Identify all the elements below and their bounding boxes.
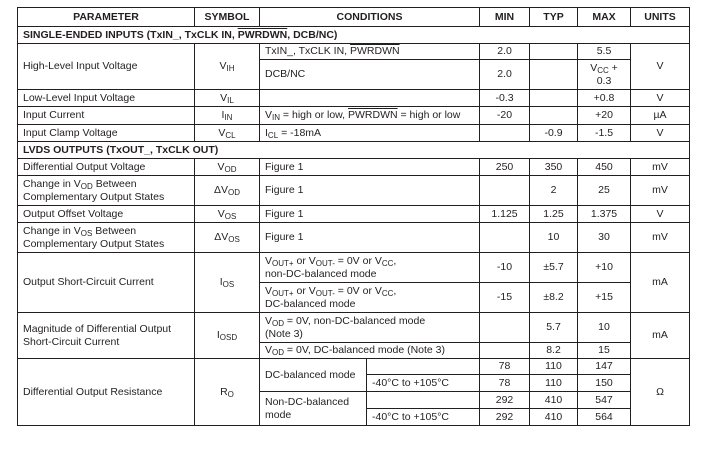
condition-cell: Figure 1	[260, 206, 480, 223]
section-row	[18, 27, 690, 44]
temp-cell	[367, 359, 480, 375]
condition-cell: $V_{IN}$ = high or low, PWRDWN = high or low	[260, 107, 480, 125]
section-title: LVDS OUTPUTS (TxOUT_, TxCLK OUT)	[18, 142, 690, 159]
header-parameter: PARAMETER	[18, 8, 195, 27]
param-cell: Input Clamp Voltage	[18, 125, 195, 142]
table-row	[18, 125, 690, 142]
condition-cell: TxIN_, TxCLK IN, PWRDWN	[260, 44, 480, 60]
min-cell	[480, 313, 530, 343]
symbol-cell: $I_{IN}$	[195, 107, 260, 125]
max-cell: +10	[578, 253, 631, 283]
units-cell: µA	[631, 107, 690, 125]
symbol-cell: $V_{OD}$	[195, 159, 260, 176]
max-cell: 564	[578, 409, 631, 426]
table-row	[18, 107, 690, 125]
param-cell: Change in $V_{OD}$ Between Complementary Output States	[18, 176, 195, 206]
min-cell	[480, 223, 530, 253]
units-cell: V	[631, 44, 690, 90]
table-row	[18, 176, 690, 206]
table-row	[18, 159, 690, 176]
header-units: UNITS	[631, 8, 690, 27]
table-row	[18, 359, 690, 375]
condition-cell: $V_{OUT+}$ or $V_{OUT-} = 0V$ or $V_{CC}$, non-DC-balanced mode	[260, 253, 480, 283]
typ-cell: 5.7	[530, 313, 578, 343]
condition-cell: $I_{CL} = -18mA$	[260, 125, 480, 142]
header-min: MIN	[480, 8, 530, 27]
condition-cell: $V_{OD} = 0V$, non-DC-balanced mode (Note 3)	[260, 313, 480, 343]
param-cell: Input Current	[18, 107, 195, 125]
min-cell	[480, 125, 530, 142]
typ-cell	[530, 107, 578, 125]
typ-cell	[530, 60, 578, 90]
condition-cell	[260, 90, 480, 107]
symbol-cell: $V_{IL}$	[195, 90, 260, 107]
units-cell: mV	[631, 159, 690, 176]
min-cell: -20	[480, 107, 530, 125]
typ-cell: ±5.7	[530, 253, 578, 283]
symbol-cell: $\Delta V_{OD}$	[195, 176, 260, 206]
typ-cell: 8.2	[530, 343, 578, 359]
header-conditions: CONDITIONS	[260, 8, 480, 27]
typ-cell: 10	[530, 223, 578, 253]
header-typ: TYP	[530, 8, 578, 27]
typ-cell: -0.9	[530, 125, 578, 142]
condition-cell: $V_{OUT+}$ or $V_{OUT-} = 0V$ or $V_{CC}$, DC-balanced mode	[260, 283, 480, 313]
header-symbol: SYMBOL	[195, 8, 260, 27]
typ-cell: 1.25	[530, 206, 578, 223]
max-cell: +15	[578, 283, 631, 313]
symbol-cell: $R_O$	[195, 359, 260, 426]
symbol-cell: $V_{IH}$	[195, 44, 260, 90]
min-cell: -10	[480, 253, 530, 283]
table-row	[18, 206, 690, 223]
typ-cell	[530, 90, 578, 107]
units-cell: V	[631, 125, 690, 142]
min-cell	[480, 176, 530, 206]
electrical-characteristics-table	[17, 7, 690, 426]
param-cell: Differential Output Resistance	[18, 359, 195, 426]
max-cell: 5.5	[578, 44, 631, 60]
table-row	[18, 44, 690, 60]
max-cell: +20	[578, 107, 631, 125]
param-cell: Output Offset Voltage	[18, 206, 195, 223]
units-cell: mA	[631, 313, 690, 359]
table-row	[18, 313, 690, 343]
typ-cell: 110	[530, 375, 578, 392]
symbol-cell: $V_{OS}$	[195, 206, 260, 223]
condition-cell: Figure 1	[260, 159, 480, 176]
min-cell: 250	[480, 159, 530, 176]
condition-cell: DCB/NC	[260, 60, 480, 90]
max-cell: 547	[578, 392, 631, 409]
max-cell: -1.5	[578, 125, 631, 142]
param-cell: Low-Level Input Voltage	[18, 90, 195, 107]
min-cell: 292	[480, 392, 530, 409]
min-cell: 2.0	[480, 44, 530, 60]
typ-cell: ±8.2	[530, 283, 578, 313]
condition-cell: Figure 1	[260, 223, 480, 253]
param-cell: Output Short-Circuit Current	[18, 253, 195, 313]
max-cell: 1.375	[578, 206, 631, 223]
units-cell: Ω	[631, 359, 690, 426]
param-cell: Differential Output Voltage	[18, 159, 195, 176]
units-cell: mV	[631, 223, 690, 253]
mode-cell: Non-DC-balanced mode	[260, 392, 367, 426]
header-max: MAX	[578, 8, 631, 27]
min-cell: 2.0	[480, 60, 530, 90]
table-row	[18, 223, 690, 253]
typ-cell: 410	[530, 392, 578, 409]
mode-cell: DC-balanced mode	[260, 359, 367, 392]
min-cell: 292	[480, 409, 530, 426]
typ-cell	[530, 44, 578, 60]
param-cell: Magnitude of Differential Output Short-Circuit Current	[18, 313, 195, 359]
symbol-cell: $I_{OS}$	[195, 253, 260, 313]
param-cell: Change in $V_{OS}$ Between Complementary Output States	[18, 223, 195, 253]
min-cell	[480, 343, 530, 359]
header-row	[18, 8, 690, 27]
min-cell: 78	[480, 359, 530, 375]
max-cell: 450	[578, 159, 631, 176]
max-cell: 25	[578, 176, 631, 206]
max-cell: 147	[578, 359, 631, 375]
symbol-cell: $V_{CL}$	[195, 125, 260, 142]
symbol-cell: $I_{OSD}$	[195, 313, 260, 359]
min-cell: 1.125	[480, 206, 530, 223]
section-row	[18, 142, 690, 159]
units-cell: V	[631, 90, 690, 107]
symbol-cell: $\Delta V_{OS}$	[195, 223, 260, 253]
min-cell: 78	[480, 375, 530, 392]
max-cell: +0.8	[578, 90, 631, 107]
units-cell: mV	[631, 176, 690, 206]
max-cell: 30	[578, 223, 631, 253]
max-cell: 15	[578, 343, 631, 359]
section-title: SINGLE-ENDED INPUTS (TxIN_, TxCLK IN, PWRDWN, DCB/NC)	[18, 27, 690, 44]
temp-cell: -40°C to +105°C	[367, 409, 480, 426]
units-cell: V	[631, 206, 690, 223]
param-cell: High-Level Input Voltage	[18, 44, 195, 90]
typ-cell: 410	[530, 409, 578, 426]
temp-cell: -40°C to +105°C	[367, 375, 480, 392]
temp-cell	[367, 392, 480, 409]
max-cell: 150	[578, 375, 631, 392]
condition-cell: $V_{OD} = 0V$, DC-balanced mode (Note 3)	[260, 343, 480, 359]
min-cell: -0.3	[480, 90, 530, 107]
table-row	[18, 90, 690, 107]
typ-cell: 2	[530, 176, 578, 206]
typ-cell: 110	[530, 359, 578, 375]
table-row	[18, 253, 690, 283]
condition-cell: Figure 1	[260, 176, 480, 206]
max-cell: 10	[578, 313, 631, 343]
min-cell: -15	[480, 283, 530, 313]
max-cell: $V_{CC}$ + 0.3	[578, 60, 631, 90]
typ-cell: 350	[530, 159, 578, 176]
units-cell: mA	[631, 253, 690, 313]
